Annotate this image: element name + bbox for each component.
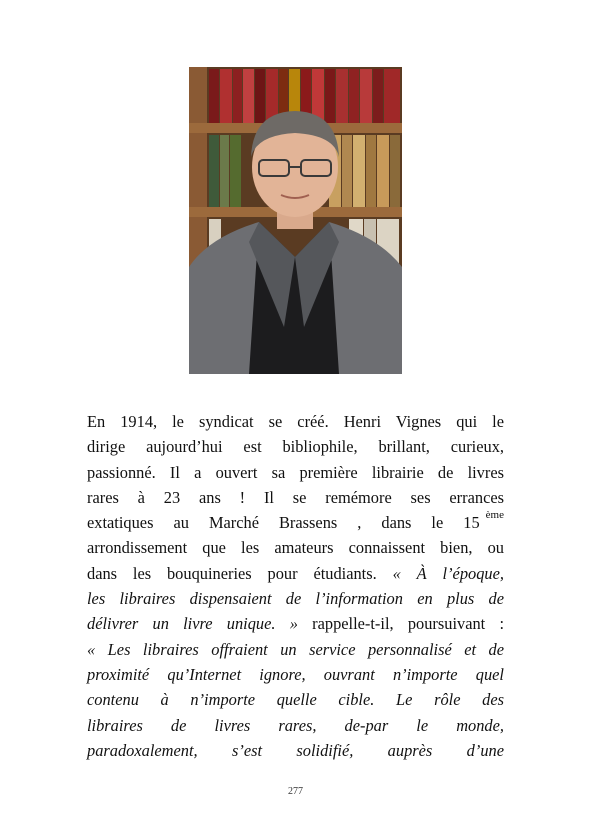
text-line: En 1914, le syndicat se créé. Henri Vignes qui le — [87, 412, 504, 431]
text-segment: dans les bouquineries pour étudiants. — [87, 563, 377, 583]
text-line: arrondissement que les amateurs connaissent bien, ou — [87, 538, 504, 558]
superscript-ordinal: ème — [485, 509, 504, 522]
page-number: 277 — [288, 786, 303, 797]
quote-line: paradoxalement, s’est solidifié, auprès d’une — [87, 740, 504, 760]
quote-segment: « À l’époque, — [392, 563, 504, 583]
text-line: dirige aujourd’hui est bibliophile, brillant, curieux, — [87, 437, 504, 457]
text-line — [87, 611, 504, 636]
text-line: rares à 23 ans ! Il se remémore ses errances — [87, 487, 504, 507]
quote-line: « Les libraires offraient un service personnalisé et de — [87, 639, 504, 659]
text-segment: extatiques au Marché Brassens , dans le 15 — [87, 513, 480, 533]
quote-line: libraires de livres rares, de-par le monde, — [87, 715, 504, 735]
text-segment: rappelle-t-il, poursuivant : — [312, 614, 504, 634]
text-line: passionné. Il a ouvert sa première librairie de livres — [87, 462, 504, 482]
body-text — [87, 409, 504, 763]
text-line — [87, 561, 504, 586]
quote-segment: délivrer un livre unique. » — [87, 614, 298, 634]
text-line — [87, 510, 504, 535]
quote-line: contenu à n’importe quelle cible. Le rôle des — [87, 690, 504, 710]
quote-line: les libraires dispensaient de l’information en plus de — [87, 589, 504, 609]
quote-line: proximité qu’Internet ignore, ouvrant n’importe quel — [87, 664, 504, 684]
portrait-photo — [189, 67, 402, 374]
